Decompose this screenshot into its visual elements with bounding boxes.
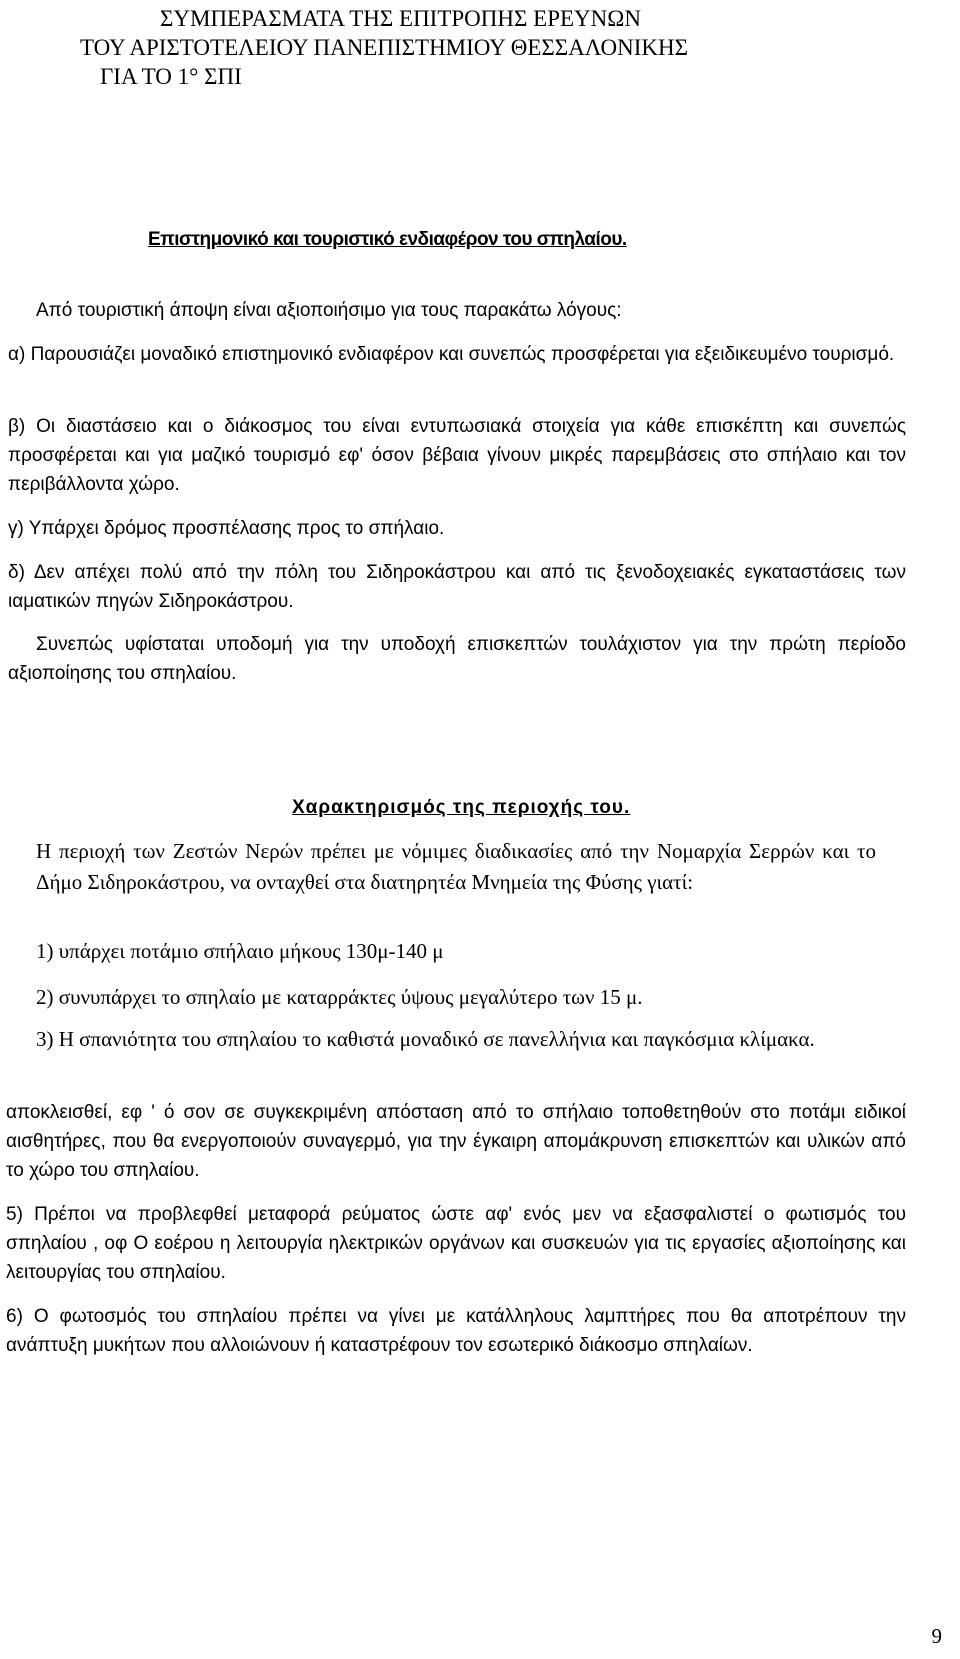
title-line-1: ΣΥΜΠΕΡΑΣΜΑΤΑ ΤΗΣ ΕΠΙΤΡΟΠΗΣ ΕΡΕΥΝΩΝ bbox=[160, 6, 641, 31]
item-d: δ) Δεν απέχει πολύ από την πόλη του Σιδηροκάστρου και από τις ξενοδοχειακές εγκαταστάσεις των ιαματικών πηγών Σιδηροκάστρου. bbox=[8, 562, 906, 612]
title-line-3: ΓΙΑ ΤΟ 1° ΣΠΙ bbox=[100, 64, 242, 89]
section2-intro: Η περιοχή των Ζεστών Νερών πρέπει με νόμιμες διαδικασίες από την Νομαρχία Σερρών και το Δήμο Σιδηροκάστρου, να ονταχθεί στα διατηρητέα Μνημεία της Φύσης γιατί: bbox=[36, 839, 876, 894]
list-item-5: 5) Πρέποι να προβλεφθεί μεταφορά ρεύματος ώστε αφ' ενός μεν να εξασφαλιστεί ο φωτισμός του σπηλαίου , οφ Ο εοέρου η λειτουργία ηλεκτρικών οργάνων και συσκευών για τις εργασίες αξιοποίησης και λειτουργίας του σπηλαίου. bbox=[6, 1204, 906, 1283]
page-number: 9 bbox=[931, 1624, 942, 1648]
list-item-3: 3) Η σπανιότητα του σπηλαίου το καθιστά μοναδικό σε πανελλήνια και παγκόσμια κλίμακα. bbox=[36, 1027, 815, 1051]
section-heading-interest: Επιστημονικό και τουριστικό ενδιαφέρον του σπηλαίου. bbox=[148, 229, 627, 250]
list-item-2: 2) συνυπάρχει το σπηλαίο με καταρράκτες ύψους μεγαλύτερο των 15 μ. bbox=[36, 985, 643, 1009]
section1-intro: Από τουριστική άποψη είναι αξιοποιήσιμο για τους παρακάτω λόγους: bbox=[36, 300, 622, 321]
list-item-6: 6) Ο φωτοσμός του σπηλαίου πρέπει να γίνει με κατάλληλους λαμπτήρες που θα αποτρέπουν την ανάπτυξη μυκήτων που αλλοιώνουν ή καταστρέφουν τον εσωτερικό διάκοσμο σπηλαίων. bbox=[6, 1306, 906, 1356]
section1-conclusion: Συνεπώς υφίσταται υποδομή για την υποδοχή επισκεπτών τουλάχιστον για την πρώτη περίοδο αξιοποίησης του σπηλαίου. bbox=[8, 634, 906, 684]
item-c: γ) Υπάρχει δρόμος προσπέλασης προς το σπήλαιο. bbox=[8, 518, 445, 539]
item-a: α) Παρουσιάζει μοναδικό επιστημονικό ενδιαφέρον και συνεπώς προσφέρεται για εξειδικευμένο τουρισμό. bbox=[8, 344, 895, 365]
document-title bbox=[80, 4, 688, 91]
item-b: β) Οι διαστάσειο και ο διάκοσμος του είναι εντυπωσιακά στοιχεία για κάθε επισκέπτη και συνεπώς προσφέρεται και για μαζικό τουρισμό εφ' όσον βέβαια γίνουν μικρές παρεμβάσεις στο σπήλαιο και τον περιβάλλοντα χώρο. bbox=[8, 416, 906, 495]
continuation-paragraph: αποκλεισθεί, εφ ' ό σον σε συγκεκριμένη απόσταση από το σπήλαιο τοποθετηθούν στο ποτάμι ειδικοί αισθητήρες, που θα ενεργοποιούν συναγερμό, για την έγκαιρη απομάκρυνση επισκεπτών και υλικών από το χώρο του σπηλαίου. bbox=[6, 1102, 906, 1181]
title-line-2: ΤΟΥ ΑΡΙΣΤΟΤΕΛΕΙΟΥ ΠΑΝΕΠΙΣΤΗΜΙΟΥ ΘΕΣΣΑΛΟΝΙΚΗΣ bbox=[80, 35, 689, 60]
section-heading-area: Χαρακτηρισμός της περιοχής του. bbox=[292, 797, 631, 818]
list-item-1: 1) υπάρχει ποτάμιο σπήλαιο μήκους 130μ-140 μ bbox=[36, 939, 444, 963]
